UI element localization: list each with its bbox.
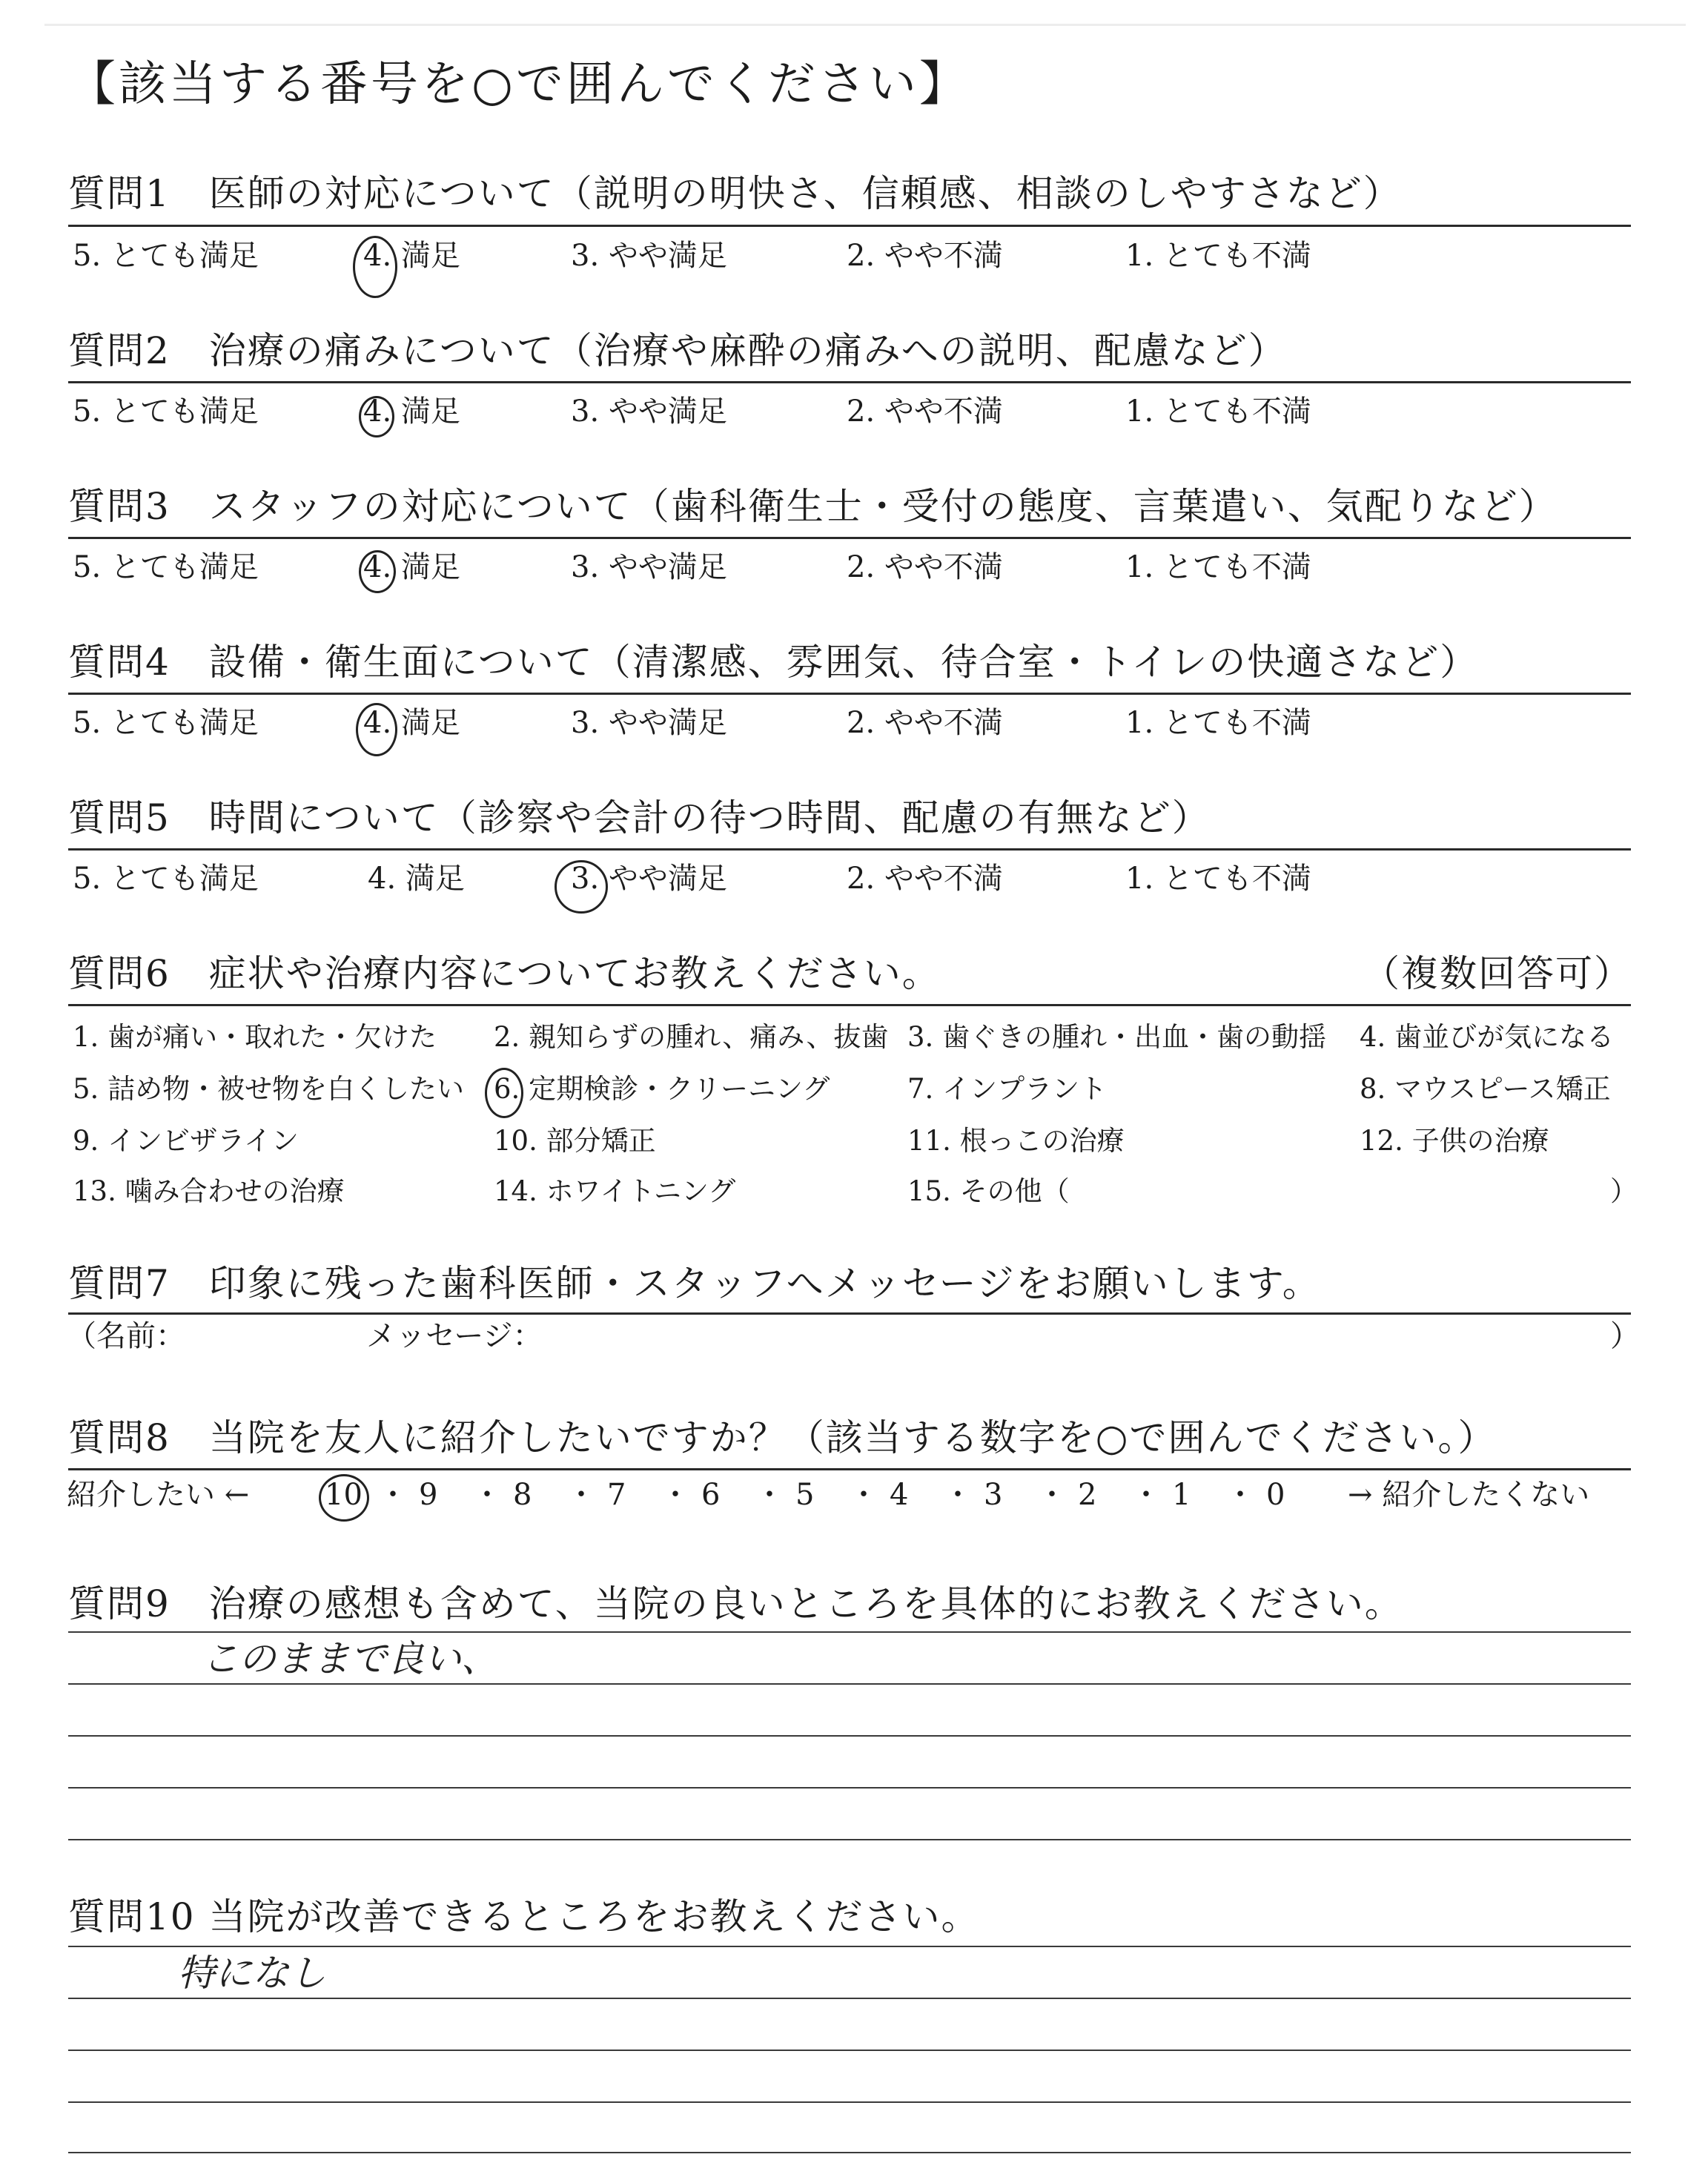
- q1-answer-circle: [353, 236, 397, 298]
- q9-line-1: [68, 1631, 1631, 1633]
- q9-handwritten-answer: このままで良い、: [202, 1637, 498, 1680]
- q4-option-3[interactable]: 3. やや満足: [571, 706, 727, 740]
- q8-scale-separator: ・: [566, 1478, 596, 1512]
- q8-scale-separator: ・: [472, 1478, 502, 1512]
- q6-option-15[interactable]: 15. その他（: [907, 1175, 1070, 1207]
- q4-rule: [68, 693, 1631, 695]
- q1-title: 質問1 医師の対応について（説明の明快さ、信頼感、相談のしやすさなど）: [68, 172, 1402, 215]
- q8-scale-9[interactable]: 9: [419, 1478, 438, 1512]
- q6-option-1[interactable]: 1. 歯が痛い・取れた・欠けた: [73, 1021, 437, 1053]
- q8-rule: [68, 1468, 1631, 1470]
- q2-option-3[interactable]: 3. やや満足: [571, 394, 727, 429]
- q5-option-2[interactable]: 2. やや不満: [847, 862, 1003, 896]
- q8-scale-separator: ・: [661, 1478, 690, 1512]
- q2-title: 質問2 治療の痛みについて（治療や麻酔の痛みへの説明、配慮など）: [68, 329, 1287, 372]
- q10-line-1: [68, 1946, 1631, 1947]
- q1-option-4[interactable]: 4. 満足: [363, 239, 460, 273]
- q8-right-label: → 紹介したくない: [1348, 1478, 1590, 1512]
- q2-answer-circle: [359, 396, 394, 437]
- q1-option-5[interactable]: 5. とても満足: [73, 239, 259, 273]
- q6-multiple-note: （複数回答可）: [1363, 952, 1632, 995]
- q4-option-4[interactable]: 4. 満足: [363, 706, 460, 740]
- q10-handwritten-answer: 特になし: [178, 1952, 326, 1995]
- q2-rule: [68, 381, 1631, 383]
- q4-option-2[interactable]: 2. やや不満: [847, 706, 1003, 740]
- q2-option-2[interactable]: 2. やや不満: [847, 394, 1003, 429]
- q8-scale-6[interactable]: 6: [701, 1478, 721, 1512]
- q6-option-10[interactable]: 10. 部分矯正: [494, 1125, 656, 1157]
- q7-message-label: メッセージ：: [366, 1319, 543, 1353]
- q8-scale-separator: ・: [849, 1478, 878, 1512]
- q5-option-1[interactable]: 1. とても不満: [1125, 862, 1311, 896]
- q4-answer-circle: [356, 703, 397, 756]
- q9-line-2: [68, 1683, 1631, 1685]
- q2-option-4[interactable]: 4. 満足: [363, 394, 460, 429]
- q5-option-4[interactable]: 4. 満足: [368, 862, 465, 896]
- form-heading: 【該当する番号を○で囲んでください】: [68, 57, 970, 112]
- q5-rule: [68, 848, 1631, 851]
- q6-answer-circle: [485, 1068, 523, 1118]
- q3-option-5[interactable]: 5. とても満足: [73, 550, 259, 584]
- q4-option-5[interactable]: 5. とても満足: [73, 706, 259, 740]
- q8-scale-separator: ・: [755, 1478, 784, 1512]
- q9-line-3: [68, 1735, 1631, 1737]
- q9-line-5: [68, 1839, 1631, 1840]
- q8-scale-8[interactable]: 8: [513, 1478, 532, 1512]
- q8-scale-3[interactable]: 3: [984, 1478, 1003, 1512]
- q8-scale-separator: ・: [1131, 1478, 1161, 1512]
- q6-option-2[interactable]: 2. 親知らずの腫れ、痛み、抜歯: [494, 1021, 889, 1053]
- q3-rule: [68, 537, 1631, 539]
- q6-option-9[interactable]: 9. インビザライン: [73, 1125, 299, 1157]
- q8-scale-separator: ・: [378, 1478, 408, 1512]
- q8-title: 質問8 当院を友人に紹介したいですか？（該当する数字を○で囲んでください。）: [68, 1416, 1497, 1459]
- q8-scale-1[interactable]: 1: [1172, 1478, 1191, 1512]
- q3-answer-circle: [359, 550, 396, 593]
- top-edge-rule: [44, 24, 1686, 26]
- q2-option-5[interactable]: 5. とても満足: [73, 394, 259, 429]
- q7-rule: [68, 1312, 1631, 1315]
- q8-scale-7[interactable]: 7: [607, 1478, 626, 1512]
- q3-option-1[interactable]: 1. とても不満: [1125, 550, 1311, 584]
- q6-other-close-paren: ）: [1610, 1175, 1638, 1207]
- q8-scale-5[interactable]: 5: [795, 1478, 815, 1512]
- q9-title: 質問9 治療の感想も含めて、当院の良いところを具体的にお教えください。: [68, 1582, 1403, 1625]
- q1-option-1[interactable]: 1. とても不満: [1125, 239, 1311, 273]
- q6-option-4[interactable]: 4. 歯並びが気になる: [1360, 1021, 1615, 1053]
- q6-option-11[interactable]: 11. 根っこの治療: [907, 1125, 1125, 1157]
- q8-answer-circle: [319, 1474, 369, 1522]
- q7-close-paren: ）: [1610, 1319, 1640, 1353]
- q8-scale-10[interactable]: 10: [325, 1478, 363, 1512]
- q8-left-label: 紹介したい ←: [67, 1478, 250, 1512]
- q10-line-5: [68, 2152, 1631, 2153]
- q1-option-2[interactable]: 2. やや不満: [847, 239, 1003, 273]
- q3-option-4[interactable]: 4. 満足: [363, 550, 460, 584]
- q3-title: 質問3 スタッフの対応について（歯科衛生士・受付の態度、言葉遣い、気配りなど）: [68, 485, 1558, 528]
- q8-scale-2[interactable]: 2: [1078, 1478, 1097, 1512]
- q8-scale-4[interactable]: 4: [890, 1478, 909, 1512]
- q6-option-3[interactable]: 3. 歯ぐきの腫れ・出血・歯の動揺: [907, 1021, 1327, 1053]
- q5-option-5[interactable]: 5. とても満足: [73, 862, 259, 896]
- q6-rule: [68, 1004, 1631, 1006]
- q6-option-8[interactable]: 8. マウスピース矯正: [1360, 1073, 1611, 1105]
- q6-option-14[interactable]: 14. ホワイトニング: [494, 1175, 736, 1207]
- q6-option-6[interactable]: 6. 定期検診・クリーニング: [494, 1073, 830, 1105]
- q1-option-3[interactable]: 3. やや満足: [571, 239, 727, 273]
- q5-answer-circle: [555, 860, 608, 914]
- q5-title: 質問5 時間について（診察や会計の待つ時間、配慮の有無など）: [68, 796, 1211, 839]
- q4-title: 質問4 設備・衛生面について（清潔感、雰囲気、待合室・トイレの快適さなど）: [68, 641, 1479, 684]
- q8-scale-separator: ・: [943, 1478, 973, 1512]
- q2-option-1[interactable]: 1. とても不満: [1125, 394, 1311, 429]
- q6-title: 質問6 症状や治療内容についてお教えください。: [68, 952, 941, 995]
- q7-title: 質問7 印象に残った歯科医師・スタッフへメッセージをお願いします。: [68, 1262, 1321, 1305]
- q6-option-12[interactable]: 12. 子供の治療: [1360, 1125, 1549, 1157]
- q8-scale-separator: ・: [1037, 1478, 1067, 1512]
- q3-option-3[interactable]: 3. やや満足: [571, 550, 727, 584]
- q1-rule: [68, 225, 1631, 227]
- q7-name-label: （名前：: [67, 1319, 185, 1353]
- q6-option-13[interactable]: 13. 噛み合わせの治療: [73, 1175, 345, 1207]
- q5-option-3[interactable]: 3. やや満足: [571, 862, 727, 896]
- q4-option-1[interactable]: 1. とても不満: [1125, 706, 1311, 740]
- q10-line-3: [68, 2050, 1631, 2051]
- q8-scale-0[interactable]: 0: [1266, 1478, 1285, 1512]
- q8-scale-separator: ・: [1225, 1478, 1255, 1512]
- q9-line-4: [68, 1787, 1631, 1789]
- q10-line-2: [68, 1998, 1631, 1999]
- q10-title: 質問10 当院が改善できるところをお教えください。: [68, 1895, 980, 1938]
- q3-option-2[interactable]: 2. やや不満: [847, 550, 1003, 584]
- q6-option-7[interactable]: 7. インプラント: [907, 1073, 1108, 1105]
- q10-line-4: [68, 2101, 1631, 2103]
- q6-option-5[interactable]: 5. 詰め物・被せ物を白くしたい: [73, 1073, 465, 1105]
